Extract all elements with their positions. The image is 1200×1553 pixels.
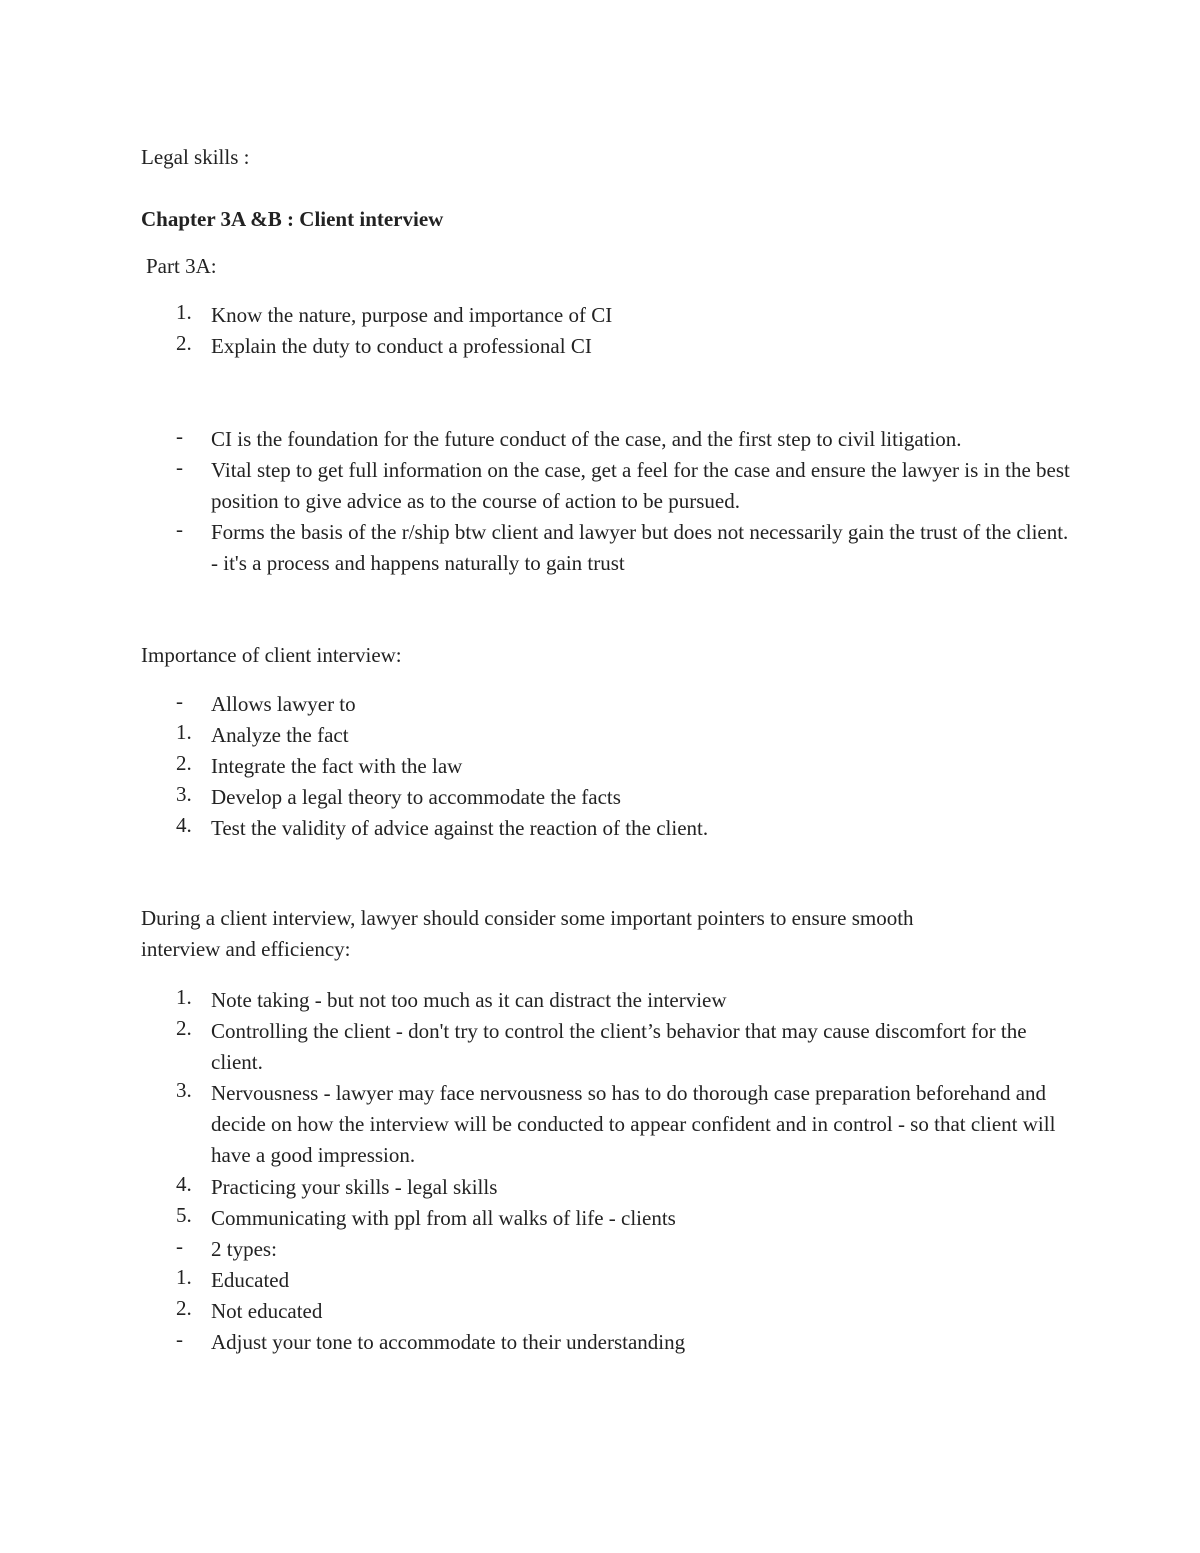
list-marker: 2. bbox=[176, 331, 192, 355]
list-item-text: Not educated bbox=[211, 1299, 323, 1323]
chapter-heading: Chapter 3A &B : Client interview bbox=[141, 207, 444, 231]
list-item-text: Develop a legal theory to accommodate the facts bbox=[211, 785, 621, 809]
document-title: Legal skills : bbox=[141, 145, 250, 169]
list-marker: 5. bbox=[176, 1203, 192, 1227]
during-paragraph-line-2: interview and efficiency: bbox=[141, 937, 351, 961]
list-item-text: Practicing your skills - legal skills bbox=[211, 1175, 498, 1199]
list-item-text: Nervousness - lawyer may face nervousness so has to do thorough case preparation beforehand and decide on how the interview will be conducted to appear confident and in control - so that client will have a good impression. bbox=[211, 1081, 1056, 1167]
list-marker: 3. bbox=[176, 1078, 192, 1102]
list-marker: - bbox=[176, 689, 183, 713]
part-heading: Part 3A: bbox=[146, 254, 217, 278]
list-item-text: Note taking - but not too much as it can distract the interview bbox=[211, 988, 727, 1012]
list-item-text: Allows lawyer to bbox=[211, 692, 356, 716]
list-item-text: Vital step to get full information on the case, get a feel for the case and ensure the lawyer is in the best position to give advice as to the course of action to be pursued. bbox=[211, 458, 1070, 513]
list-item-text: Forms the basis of the r/ship btw client and lawyer but does not necessarily gain the trust of the client. - it's a process and happens naturally to gain trust bbox=[211, 520, 1069, 575]
list-marker: 1. bbox=[176, 720, 192, 744]
list-marker: 3. bbox=[176, 782, 192, 806]
list-item-text: Test the validity of advice against the reaction of the client. bbox=[211, 816, 709, 840]
list-item-text: Educated bbox=[211, 1268, 290, 1292]
list-item-text: CI is the foundation for the future conduct of the case, and the first step to civil litigation. bbox=[211, 427, 962, 451]
list-item-text: Controlling the client - don't try to control the client’s behavior that may cause discomfort for the client. bbox=[211, 1019, 1027, 1074]
list-marker: - bbox=[176, 1234, 183, 1258]
list-item-text: Integrate the fact with the law bbox=[211, 754, 463, 778]
list-marker: 1. bbox=[176, 1265, 192, 1289]
list-marker: - bbox=[176, 424, 183, 448]
list-item-text: Analyze the fact bbox=[211, 723, 349, 747]
list-marker: - bbox=[176, 517, 183, 541]
list-item-text: Adjust your tone to accommodate to their understanding bbox=[211, 1330, 686, 1354]
importance-heading: Importance of client interview: bbox=[141, 643, 402, 667]
list-marker: 2. bbox=[176, 751, 192, 775]
list-item-text: 2 types: bbox=[211, 1237, 277, 1261]
list-marker: 4. bbox=[176, 813, 192, 837]
list-marker: - bbox=[176, 1327, 183, 1351]
list-marker: 1. bbox=[176, 985, 192, 1009]
list-marker: 4. bbox=[176, 1172, 192, 1196]
list-item-text: Communicating with ppl from all walks of life - clients bbox=[211, 1206, 676, 1230]
list-marker: - bbox=[176, 455, 183, 479]
list-marker: 2. bbox=[176, 1296, 192, 1320]
list-item-text: Know the nature, purpose and importance of CI bbox=[211, 303, 613, 327]
during-paragraph-line-1: During a client interview, lawyer should consider some important pointers to ensure smooth bbox=[141, 906, 914, 930]
list-item-text: Explain the duty to conduct a professional CI bbox=[211, 334, 592, 358]
list-marker: 1. bbox=[176, 300, 192, 324]
list-marker: 2. bbox=[176, 1016, 192, 1040]
